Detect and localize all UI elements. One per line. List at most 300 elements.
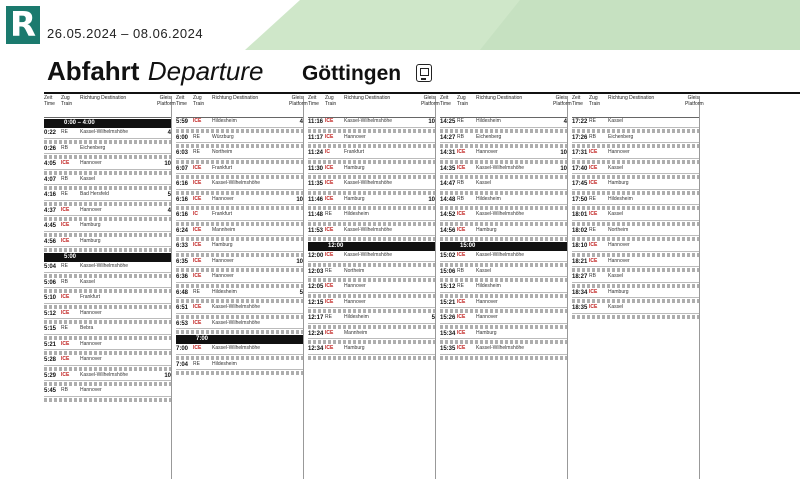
departure-time: 5:45 — [44, 388, 57, 394]
departure-row — [308, 149, 435, 159]
departure-time: 12:17 — [308, 315, 324, 321]
route-detail-lines — [440, 263, 567, 267]
route-detail-lines — [440, 237, 567, 241]
departure-time: 18:35 — [572, 305, 588, 311]
train-type: ICE — [325, 329, 334, 336]
platform — [423, 284, 435, 291]
departure-row — [572, 304, 699, 314]
platform — [687, 290, 699, 297]
train-type: RE — [457, 283, 464, 289]
platform — [159, 177, 171, 184]
destination: Kassel-Wilhelmshöhe — [344, 226, 393, 233]
departure-time: 4:37 — [44, 207, 57, 214]
train-type: RB — [61, 278, 68, 285]
departure-row — [176, 304, 303, 314]
departure-row — [572, 273, 699, 283]
train-type: ICE — [457, 329, 466, 336]
route-detail-lines — [176, 371, 303, 375]
departure-time: 18:01 — [572, 212, 588, 218]
destination: Hamburg — [80, 237, 101, 244]
destination: Kassel — [608, 304, 624, 310]
platform: 4 — [299, 119, 303, 125]
departure-time: 6:48 — [176, 289, 189, 296]
column-header-plat: Gleis Platform — [289, 95, 308, 107]
destination: Eichenberg — [80, 144, 106, 151]
departure-row — [44, 238, 171, 248]
train-type: RB — [61, 144, 68, 151]
departure-row — [572, 180, 699, 190]
departure-time: 4:56 — [44, 238, 57, 245]
platform — [159, 311, 171, 318]
destination: Kassel — [476, 267, 492, 274]
departure-row — [44, 129, 171, 139]
departure-row — [176, 242, 303, 252]
departure-row — [440, 252, 567, 262]
train-type: ICE — [61, 356, 70, 362]
departure-time: 14:35 — [440, 165, 456, 172]
departure-time: 5:10 — [44, 295, 57, 301]
destination: Hildesheim — [344, 314, 369, 320]
platform — [555, 181, 567, 188]
column-header-dest: Richtung Destination — [212, 95, 259, 101]
route-detail-lines — [440, 222, 567, 226]
departure-time: 5:59 — [176, 119, 189, 125]
departure-time: 15:35 — [440, 346, 456, 352]
route-detail-lines — [440, 129, 567, 133]
route-detail-lines — [572, 160, 699, 164]
platform: 10 — [164, 161, 171, 167]
route-detail-lines — [308, 278, 435, 282]
platform — [687, 119, 699, 126]
route-detail-lines — [44, 202, 171, 206]
departure-time: 15:06 — [440, 268, 456, 275]
route-detail-lines — [44, 398, 171, 402]
route-detail-lines — [44, 248, 171, 252]
column-header — [572, 95, 704, 118]
departure-time: 17:26 — [572, 134, 588, 141]
departure-time: 6:07 — [176, 165, 189, 172]
departure-row — [440, 314, 567, 324]
route-detail-lines — [44, 186, 171, 190]
destination: Hannover — [212, 273, 234, 279]
destination: Hildesheim — [608, 195, 633, 202]
timetable-column — [176, 95, 308, 479]
route-detail-lines — [176, 144, 303, 148]
destination: Kassel — [80, 175, 96, 182]
destination: Kassel-Wilhelmshöhe — [344, 118, 393, 124]
platform — [291, 305, 303, 312]
departure-time: 4:45 — [44, 223, 57, 229]
train-type: ICE — [193, 118, 202, 124]
route-detail-lines — [176, 299, 303, 303]
platform — [291, 321, 303, 328]
departure-time: 12:00 — [308, 253, 324, 259]
route-detail-lines — [308, 340, 435, 344]
column-header-train: Zug Train — [61, 95, 73, 107]
departure-time: 18:21 — [572, 258, 588, 265]
destination: Bebra — [80, 325, 94, 331]
route-detail-lines — [308, 237, 435, 241]
platform: 10 — [428, 119, 435, 125]
departure-time: 6:00 — [176, 134, 189, 141]
departure-time: 12:03 — [308, 268, 324, 275]
platform: 5 — [167, 192, 171, 198]
train-type: ICE — [193, 257, 202, 264]
column-header — [440, 95, 572, 118]
platform — [423, 346, 435, 353]
departure-time: 14:27 — [440, 134, 456, 141]
departure-time: 14:47 — [440, 181, 456, 187]
departure-row — [572, 196, 699, 206]
departure-row — [44, 356, 171, 366]
departure-time: 11:35 — [308, 181, 324, 187]
departure-row — [308, 330, 435, 340]
destination: Kassel-Wilhelmshöhe — [80, 263, 129, 269]
route-detail-lines — [308, 144, 435, 148]
departure-time: 11:17 — [308, 134, 324, 141]
destination: Hannover — [212, 195, 234, 202]
platform: 4 — [167, 130, 171, 136]
departure-row — [440, 180, 567, 190]
departure-row — [176, 180, 303, 190]
route-detail-lines — [308, 309, 435, 313]
route-detail-lines — [44, 382, 171, 386]
departure-row — [44, 222, 171, 232]
train-type: RE — [61, 325, 68, 331]
departure-time: 14:56 — [440, 227, 456, 234]
platform — [423, 212, 435, 219]
platform — [291, 212, 303, 219]
departure-row — [308, 283, 435, 293]
platform — [555, 253, 567, 260]
column-header-plat: Gleis Platform — [685, 95, 704, 107]
departure-row — [572, 289, 699, 299]
platform — [159, 239, 171, 246]
destination: Kassel-Wilhelmshöhe — [212, 180, 261, 186]
platform — [159, 295, 171, 302]
route-detail-lines — [572, 222, 699, 226]
platform — [423, 228, 435, 235]
train-type: RE — [325, 267, 332, 274]
station-name: Göttingen — [301, 62, 402, 85]
destination: Hamburg — [344, 345, 365, 351]
route-detail-lines — [176, 284, 303, 288]
departure-row — [44, 160, 171, 170]
platform — [291, 135, 303, 142]
train-type: ICE — [193, 164, 202, 171]
platform — [555, 269, 567, 276]
platform: 10 — [560, 165, 567, 172]
train-type: ICE — [589, 149, 598, 155]
destination: Kassel-Wilhelmshöhe — [476, 211, 525, 217]
departure-time: 7:00 — [176, 346, 189, 352]
platform — [291, 166, 303, 173]
departure-time: 5:06 — [44, 279, 57, 286]
route-detail-lines — [440, 309, 567, 313]
platform — [159, 280, 171, 287]
route-detail-lines — [440, 356, 567, 360]
route-detail-lines — [44, 140, 171, 144]
platform — [687, 243, 699, 250]
brand-logo: R — [6, 6, 40, 44]
departure-row — [572, 242, 699, 252]
column-header-dest: Richtung Destination — [80, 95, 127, 101]
train-type: RE — [589, 226, 596, 233]
departure-row — [176, 258, 303, 268]
train-type: ICE — [325, 298, 334, 305]
route-detail-lines — [176, 356, 303, 360]
departure-row — [44, 207, 171, 217]
departure-time: 17:50 — [572, 196, 588, 203]
platform — [159, 223, 171, 230]
header-band — [0, 0, 800, 50]
column-header-train: Zug Train — [457, 95, 469, 107]
departure-row — [44, 387, 171, 397]
departure-row — [44, 191, 171, 201]
platform — [159, 357, 171, 364]
departure-row — [440, 268, 567, 278]
train-type: RB — [457, 180, 464, 186]
departure-time: 12:05 — [308, 284, 324, 290]
train-type: ICE — [193, 345, 202, 351]
destination: Hannover — [476, 314, 498, 320]
departure-row — [44, 341, 171, 351]
departure-time: 6:53 — [176, 320, 189, 327]
route-detail-lines — [176, 191, 303, 195]
train-type: ICE — [193, 304, 202, 310]
destination: Hildesheim — [476, 283, 501, 289]
train-type: ICE — [61, 294, 70, 300]
departure-row — [44, 372, 171, 382]
platform — [687, 228, 699, 235]
train-type: ICE — [457, 211, 466, 217]
platform — [555, 284, 567, 291]
header-band-dark — [480, 0, 800, 50]
route-detail-lines — [176, 268, 303, 272]
departure-row — [440, 345, 567, 355]
destination: Northeim — [344, 267, 365, 274]
platform — [687, 197, 699, 204]
timetable-column — [308, 95, 440, 479]
route-detail-lines — [572, 284, 699, 288]
train-type: ICE — [61, 371, 70, 378]
departure-time: 6:51 — [176, 305, 189, 311]
destination: Hildesheim — [476, 118, 501, 124]
title-german: Abfahrt — [47, 56, 140, 86]
column-header-plat: Gleis Platform — [157, 95, 176, 107]
destination: Kassel — [476, 180, 492, 186]
header — [0, 0, 800, 50]
departure-row — [44, 145, 171, 155]
train-type: ICE — [457, 345, 466, 351]
departure-row — [176, 196, 303, 206]
column-header-train: Zug Train — [193, 95, 205, 107]
route-detail-lines — [572, 129, 699, 133]
departure-time: 5:28 — [44, 357, 57, 363]
route-detail-lines — [308, 206, 435, 210]
departure-time: 17:31 — [572, 150, 588, 156]
departure-row — [308, 211, 435, 221]
route-detail-lines — [308, 356, 435, 360]
departure-time: 11:46 — [308, 196, 324, 203]
platform — [555, 135, 567, 142]
train-type: ICE — [325, 252, 334, 258]
departure-row — [440, 227, 567, 237]
destination: Mannheim — [212, 226, 236, 233]
departure-time: 15:02 — [440, 253, 456, 259]
departure-time: 18:34 — [572, 289, 588, 296]
departure-time: 17:22 — [572, 119, 588, 125]
departure-time: 17:45 — [572, 181, 588, 187]
platform — [687, 305, 699, 312]
departure-time: 11:53 — [308, 227, 324, 234]
route-detail-lines — [572, 191, 699, 195]
departure-time: 6:33 — [176, 243, 189, 249]
departure-row — [44, 325, 171, 335]
departure-row — [176, 165, 303, 175]
departure-row — [176, 320, 303, 330]
destination: Hamburg — [212, 242, 233, 248]
departure-time: 6:03 — [176, 150, 189, 156]
departure-time: 0:26 — [44, 145, 57, 152]
departure-row — [44, 294, 171, 304]
destination: Frankfurt — [212, 211, 233, 217]
departure-row — [176, 118, 303, 128]
route-detail-lines — [572, 253, 699, 257]
platform — [291, 243, 303, 250]
route-detail-lines — [440, 160, 567, 164]
platform — [291, 181, 303, 188]
title-english: Departure — [147, 56, 264, 86]
departure-row — [572, 118, 699, 128]
column-header — [308, 95, 440, 118]
column-header — [44, 95, 176, 118]
destination: Kassel — [608, 211, 624, 217]
platform — [423, 150, 435, 157]
platform — [159, 326, 171, 333]
column-header — [176, 95, 308, 118]
platform: 5 — [299, 289, 303, 296]
destination: Kassel-Wilhelmshöhe — [344, 180, 393, 186]
train-type: RB — [457, 267, 464, 274]
train-type: RE — [193, 288, 200, 295]
destination: Hannover — [212, 257, 234, 264]
departure-row — [308, 227, 435, 237]
departure-row — [440, 196, 567, 206]
route-detail-lines — [44, 233, 171, 237]
departure-row — [176, 345, 303, 355]
column-header-train: Zug Train — [325, 95, 337, 107]
platform — [291, 362, 303, 369]
platform — [555, 300, 567, 307]
departure-row — [308, 180, 435, 190]
destination: Kassel-Wilhelmshöhe — [80, 371, 129, 378]
destination: Hamburg — [80, 222, 101, 228]
destination: Hannover — [80, 206, 102, 213]
departure-time: 11:48 — [308, 212, 324, 218]
departure-time: 6:16 — [176, 212, 189, 218]
departure-row — [44, 263, 171, 273]
column-header-dest: Richtung Destination — [344, 95, 391, 101]
departure-time: 5:12 — [44, 310, 57, 317]
train-type: ICE — [589, 257, 598, 264]
departure-time: 18:10 — [572, 243, 588, 249]
departure-time: 12:15 — [308, 299, 324, 306]
platform — [159, 146, 171, 153]
destination: Kassel-Wilhelmshöhe — [476, 252, 525, 258]
departure-row — [176, 273, 303, 283]
train-type: ICE — [61, 309, 70, 316]
route-detail-lines — [308, 129, 435, 133]
departure-row — [572, 227, 699, 237]
train-type: ICE — [457, 252, 466, 258]
train-type: RE — [325, 211, 332, 217]
departure-time: 12:24 — [308, 330, 324, 337]
destination: Hannover — [608, 149, 630, 155]
timetable-column — [44, 95, 176, 479]
destination: Kassel-Wilhelmshöhe — [212, 304, 261, 310]
train-type: ICE — [589, 180, 598, 186]
destination: Frankfurt — [344, 149, 365, 155]
platform — [687, 135, 699, 142]
route-detail-lines — [440, 206, 567, 210]
train-type: IC — [325, 149, 330, 155]
departure-time: 6:36 — [176, 274, 189, 280]
title-rule — [44, 92, 800, 94]
train-type: RE — [61, 263, 68, 269]
route-detail-lines — [44, 171, 171, 175]
destination: Eichenberg — [476, 133, 502, 140]
destination: Hamburg — [476, 226, 497, 233]
platform — [555, 212, 567, 219]
departure-time: 14:25 — [440, 119, 456, 125]
hour-divider: 15:00 — [440, 242, 567, 251]
route-detail-lines — [572, 315, 699, 319]
departure-time: 15:34 — [440, 330, 456, 337]
platform — [555, 197, 567, 204]
destination: Hamburg — [344, 195, 365, 202]
route-detail-lines — [440, 144, 567, 148]
route-detail-lines — [440, 278, 567, 282]
train-type: ICE — [457, 164, 466, 171]
train-type: IC — [193, 211, 198, 217]
route-detail-lines — [44, 274, 171, 278]
departure-row — [440, 134, 567, 144]
departure-time: 5:15 — [44, 326, 57, 332]
route-detail-lines — [44, 320, 171, 324]
platform — [291, 150, 303, 157]
destination: Kassel — [80, 278, 96, 285]
platform: 10 — [560, 150, 567, 156]
column-header-time: Zeit Time — [440, 95, 451, 107]
destination: Kassel-Wilhelmshöhe — [80, 129, 129, 135]
platform — [423, 331, 435, 338]
page-title — [47, 56, 432, 88]
departure-time: 14:31 — [440, 150, 456, 156]
route-detail-lines — [176, 206, 303, 210]
destination: Hannover — [608, 257, 630, 264]
platform — [555, 228, 567, 235]
destination: Frankfurt — [80, 294, 101, 300]
departure-time: 15:21 — [440, 299, 456, 306]
departure-row — [176, 149, 303, 159]
departure-row — [440, 299, 567, 309]
departure-time: 6:24 — [176, 227, 189, 234]
train-type: RE — [193, 149, 200, 155]
departure-row — [308, 252, 435, 262]
train-type: ICE — [61, 160, 70, 166]
train-type: ICE — [589, 164, 598, 171]
